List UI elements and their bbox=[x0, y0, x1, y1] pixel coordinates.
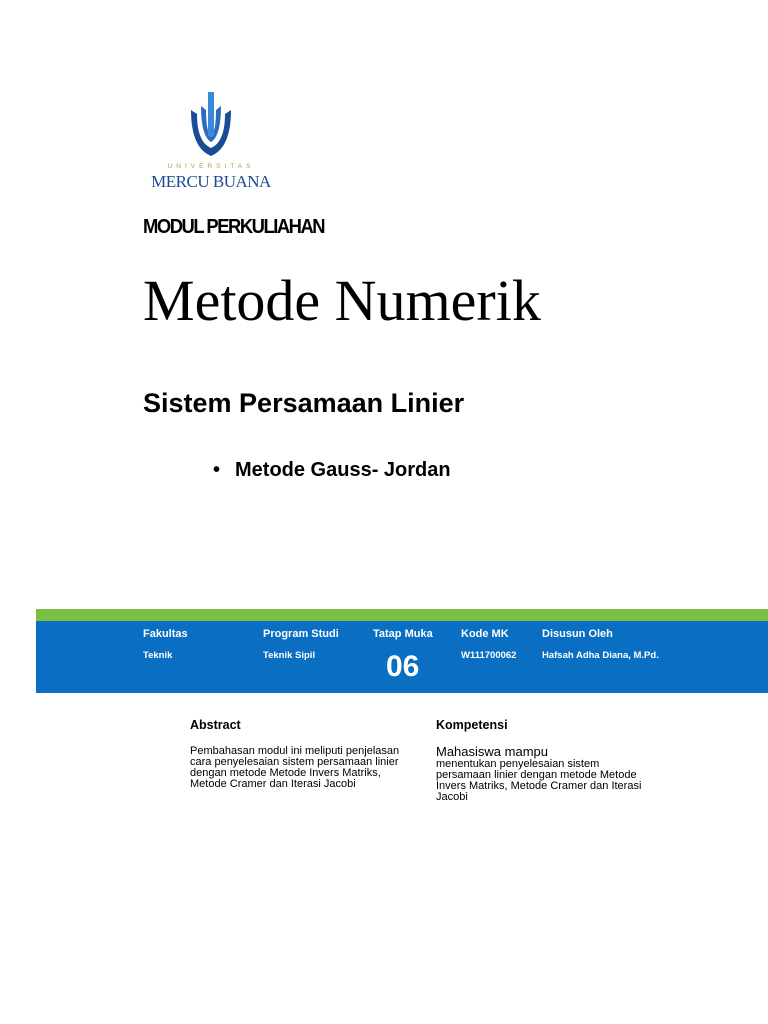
competence-title: Kompetensi bbox=[436, 718, 508, 732]
abstract-text bbox=[190, 746, 399, 790]
competence-line: Invers Matriks, Metode Cramer dan Iterasi bbox=[436, 780, 642, 792]
logo-name-text: MERCU BUANA bbox=[151, 172, 271, 191]
topic-bullet bbox=[213, 459, 451, 482]
abstract-line: Pembahasan modul ini meliputi penjelasan bbox=[190, 745, 400, 757]
abstract-line: cara penyelesaian sistem persamaan linier bbox=[190, 756, 399, 768]
author-label: Disusun Oleh bbox=[542, 628, 613, 640]
university-logo bbox=[143, 88, 279, 192]
abstract-title: Abstract bbox=[190, 718, 241, 732]
info-band-accent bbox=[36, 609, 768, 621]
page-title: Metode Numerik bbox=[143, 268, 541, 333]
competence-line: Jacobi bbox=[436, 791, 468, 803]
program-label: Program Studi bbox=[263, 628, 339, 640]
author-value: Hafsah Adha Diana, M.Pd. bbox=[542, 650, 659, 661]
meeting-label: Tatap Muka bbox=[373, 628, 433, 640]
topic-text: Metode Gauss- Jordan bbox=[235, 459, 451, 481]
code-label: Kode MK bbox=[461, 628, 509, 640]
competence-text bbox=[436, 745, 641, 803]
abstract-line: Metode Cramer dan Iterasi Jacobi bbox=[190, 778, 356, 790]
faculty-label: Fakultas bbox=[143, 628, 188, 640]
program-value: Teknik Sipil bbox=[263, 650, 316, 661]
logo-universitas-text: UNIVERSITAS bbox=[167, 163, 255, 170]
mercu-buana-emblem-icon bbox=[187, 92, 235, 160]
competence-line: persamaan linier dengan metode Metode bbox=[436, 769, 637, 781]
bullet-icon: • bbox=[213, 459, 221, 481]
competence-lead: Mahasiswa mampu bbox=[436, 744, 548, 759]
module-label: MODUL PERKULIAHAN bbox=[143, 216, 325, 238]
page-subtitle: Sistem Persamaan Linier bbox=[143, 388, 465, 418]
meeting-value: 06 bbox=[386, 650, 420, 683]
faculty-value: Teknik bbox=[143, 650, 173, 661]
abstract-line: dengan metode Metode Invers Matriks, bbox=[190, 767, 381, 779]
competence-line: menentukan penyelesaian sistem bbox=[436, 758, 600, 770]
code-value: W111700062 bbox=[461, 650, 517, 661]
